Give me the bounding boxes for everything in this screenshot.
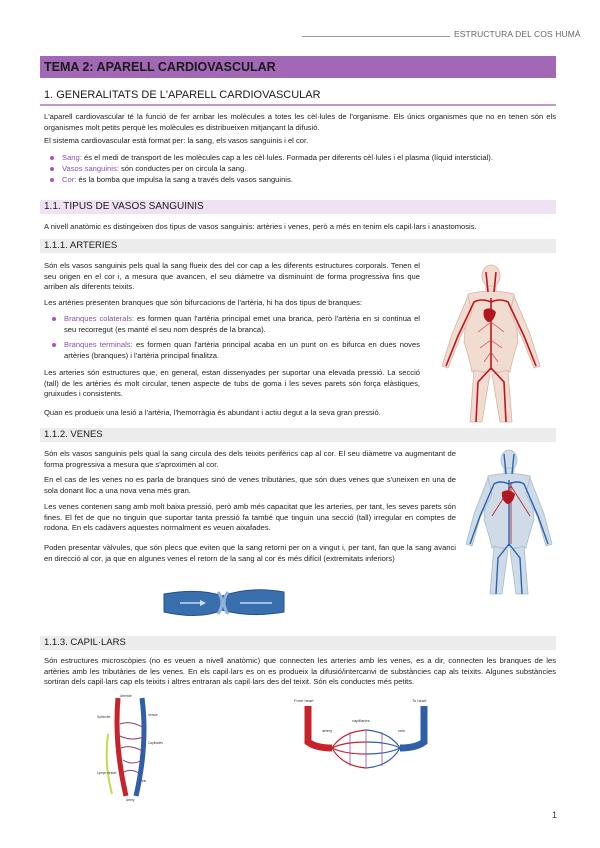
- running-header: ESTRUCTURA DEL COS HUMÀ: [454, 29, 581, 39]
- chapter-title-bar: [40, 56, 556, 78]
- label-lymph-vessel: Lymph vessel: [97, 771, 117, 775]
- term-vasos: Vasos sanguinis:: [62, 164, 119, 173]
- list-item-text: és el medi de transport de les molècules cap a les cèl·lules. Formada per diferents cèl·lules i el plasma (líquid intersticial).: [81, 153, 493, 162]
- term-cor: Cor:: [62, 175, 77, 184]
- bullet-icon: [50, 156, 54, 160]
- list-item-text: es formen quan l'artèria principal emet una branca, però l'artèria en si continua el seu recorregut (es manté el seu nom després de la branca).: [64, 314, 420, 334]
- label-arteriole: Arteriole: [120, 694, 132, 698]
- label-capillaries: Capillaries: [148, 741, 163, 745]
- s112-paragraph-2: En el cas de les venes no es parla de branques sinó de venes tributàries, que són dues venes que s'uneixen en una de sola donant lloc a una nova vena més gran.: [44, 475, 456, 495]
- list-item: [62, 164, 552, 175]
- s113-paragraph-1: Són estructures microscòpies (no es veuen a nivell anatòmic) que connecten les arteries amb les venes, es a dir, connecten les branques de les artèries amb les tributàries de les venes. En els capil·lars es on es produeix la difusió/intercanvi de substàncies cap als teixits. Algunes substàncies sortiran dels capil·lars cap els teixits i altres entraran als capil·lars des del teixit. Són els conductes més petits.: [44, 656, 556, 686]
- list-item-text: es formen quan l'artèria principal acaba en un punt on es bifurca en dues noves artèries (branques) i l'artèria principal finalitza.: [64, 340, 420, 360]
- s111-paragraph-4: Quan es produeix una lesió a l'artèria, l'hemorràgia és abundant i actiu degut a la seva gran pressió.: [44, 408, 381, 417]
- vein-valve-figure: [160, 580, 288, 626]
- s1-paragraph-1: L'aparell cardiovascular té la funció de fer arribar les molècules a totes les cèl·lules de l'organisme. Els únics organismes que no en tenen són els organismes molt petits perquè les molècules es distribueixen mitjançant la difusió.: [44, 112, 556, 132]
- section-1-1-1-heading: 1.1.1. ARTERIES: [44, 240, 118, 251]
- bullet-icon: [50, 178, 54, 182]
- list-item: [64, 340, 420, 361]
- list-item: [62, 175, 552, 186]
- term-sang: Sang:: [62, 153, 82, 162]
- bullet-icon: [52, 343, 56, 347]
- chapter-title: TEMA 2: APARELL CARDIOVASCULAR: [44, 60, 276, 74]
- label-vein: Vein: [140, 779, 147, 783]
- section-1-1-2-heading: 1.1.2. VENES: [44, 429, 103, 440]
- label-venule: Venule: [148, 713, 158, 717]
- s112-paragraph-4: Poden presentar vàlvules, que són plecs que eviten que la sang retorni per on a vingut i, per tant, fan que la sang avanci en direcció al cor, ja que en algunes venes el retorn de la sang al cor és més difícil (extremitats inferiors): [44, 543, 456, 563]
- label-vein-diagram: vein: [398, 728, 406, 733]
- list-item-text: és la bomba que impulsa la sang a través dels vasos sanguinis.: [76, 175, 293, 184]
- section-1-heading: 1. GENERALITATS DE L'APARELL CARDIOVASCULAR: [44, 89, 321, 101]
- list-item: [64, 314, 420, 335]
- term-branques-terminals: Branques terminals:: [64, 340, 133, 349]
- section-1-1-3-heading-bar: [40, 636, 556, 650]
- list-item-text: són conductes per on circula la sang.: [118, 164, 247, 173]
- section-1-1-1-heading-bar: [40, 239, 556, 253]
- venous-system-figure: [462, 446, 556, 596]
- page-number: 1: [552, 810, 558, 820]
- section-1-1-heading: 1.1. TIPUS DE VASOS SANGUINIS: [44, 201, 204, 212]
- bullet-icon: [50, 167, 54, 171]
- label-sphincter: Sphincter: [97, 715, 111, 719]
- header-rule: [302, 36, 450, 37]
- label-capillaries-diagram: capillaries: [352, 718, 370, 723]
- label-artery: Artery: [126, 798, 135, 802]
- list-item: [62, 153, 552, 164]
- label-from-heart: From heart: [294, 698, 314, 703]
- section-1-heading-bar: [40, 88, 556, 106]
- s112-paragraph-1: Són els vasos sanguinis pels qual la sang circula des dels teixits perifèrics cap al cor. El seu diàmetre va augmentant de forma progressiva a mesura que s'aproximen al cor.: [44, 449, 456, 469]
- section-1-1-2-heading-bar: [40, 428, 556, 442]
- s112-paragraph-3: Les venes contenen sang amb molt baixa pressió, però amb més capacitat que les arteries, per tant, les seves parets són fines. El fet de que no tinguin que suportar tanta pressió fa també que tinguin una secció (tall) irregular en comptes de rodona. En els cadàvers aquestes normalment es veuen aixafades.: [44, 502, 456, 532]
- arterial-system-figure: [430, 262, 552, 424]
- s111-paragraph-3: Les arteries són estructures que, en general, estan dissenyades per suportar una elevada pressió. La secció (tall) de les artèries és molt circular, tenen aspecte de tubs de goma i les seves parets són força elàstiques, gruixudes i consistents.: [44, 368, 420, 398]
- section-1-1-3-heading: 1.1.3. CAPIL·LARS: [44, 637, 126, 648]
- term-branques-colaterals: Branques colaterals:: [64, 314, 135, 323]
- s1-paragraph-2: El sistema cardiovascular està format per: la sang, els vasos sanguinis i el cor.: [44, 136, 309, 145]
- label-artery-diagram: artery: [322, 728, 333, 733]
- s111-paragraph-2: Les artèries presenten branques que són bifurcacions de l'artèria, hi ha dos tipus de branques:: [44, 298, 363, 307]
- capillary-bed-figure: [96, 694, 168, 802]
- s11-paragraph-1: A nivell anatòmic es distingeixen dos tipus de vasos sanguinis: artèries i venes, però a més en tenim els capil·lars i anastomosis.: [44, 222, 477, 231]
- capillary-network-figure: [286, 692, 446, 798]
- label-to-heart: To heart: [412, 698, 427, 703]
- section-1-1-heading-bar: [40, 200, 556, 214]
- bullet-icon: [52, 317, 56, 321]
- s111-paragraph-1: Són els vasos sanguinis pels qual la sang flueix des del cor cap a les diferents estructures corporals. Tenen el seu origen en el cor i, a mesura que avancen, el seu diàmetre va disminuint de forma progressiva fins que arriben als diferents teixits.: [44, 261, 420, 291]
